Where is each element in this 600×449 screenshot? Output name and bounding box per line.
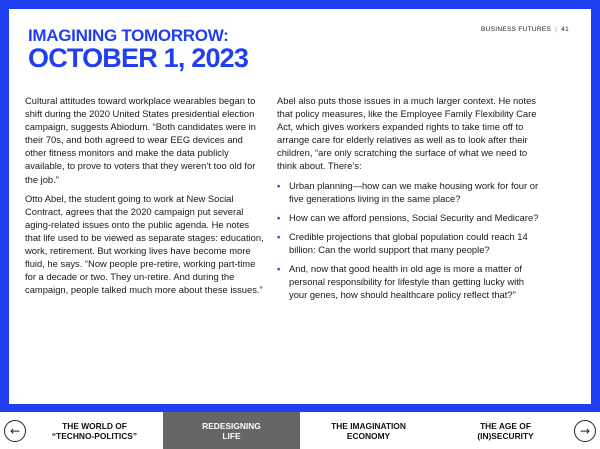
paragraph: Abel also puts those issues in a much larger context. He notes that policy measures, like the Employee Family Flexibility Care Act, which gives workers expanded rights to take time off to arrange care for elderly relatives as well as to look after their children, “are only scratching the surface of what we need to think about. There’s: (277, 95, 537, 172)
header-meta (481, 26, 569, 33)
list-item (277, 262, 539, 301)
bullet-text: How can we afford pensions, Social Security and Medicare? (289, 211, 539, 223)
list-item (277, 211, 539, 224)
nav-item-redesigning-life[interactable]: REDESIGNING LIFE (163, 412, 300, 449)
title-line-2: OCTOBER 1, 2023 (28, 43, 249, 73)
bullet-icon: • (277, 263, 281, 275)
prev-arrow-icon[interactable]: ← (4, 420, 26, 442)
next-arrow-icon[interactable]: → (574, 420, 596, 442)
bullet-text: Urban planning—how can we make housing work for four or five generations living in the same place? (289, 179, 539, 204)
nav-item-techno-politics[interactable]: THE WORLD OF “TECHNO-POLITICS” (51, 420, 138, 441)
title-line-1: IMAGINING TOMORROW: (28, 26, 229, 45)
bullet-icon: • (277, 230, 281, 242)
page-content (9, 9, 591, 404)
list-item (277, 230, 539, 256)
page-number: 41 (561, 26, 569, 33)
bullet-text: Credible projections that global population could reach 14 billion: Can the world support that many people? (289, 230, 528, 255)
nav-item-imagination-economy[interactable]: THE IMAGINATION ECONOMY (331, 420, 406, 441)
section-label: BUSINESS FUTURES (480, 26, 552, 33)
right-column (277, 94, 539, 307)
paragraph: Cultural attitudes toward workplace wearables began to shift during the 2020 United States presidential election campaign, suggests Abiodum. “Both candidates were in their 70s, and both agreed to wear EEG devices and other fitness monitors and make the data publicly available, to prove to voters that they weren’t too old for the job.” (25, 95, 256, 185)
left-column (25, 94, 265, 302)
nav-tabs (26, 412, 574, 449)
paragraph: Otto Abel, the student going to work at New Social Contract, agrees that the 2020 campaign put several aging-related issues onto the public agenda. He notes that life used to be viewed as separate stages: education, work, retirement. But working lives have become more fluid, he says. “Now people pre-retire, working part-time for a decade or two. They un-retire. And during the campaign, people talked much more about these issues.” (25, 192, 264, 296)
nav-item-age-of-insecurity[interactable]: THE AGE OF (IN)SECURITY (477, 420, 534, 441)
bullet-icon: • (277, 211, 281, 223)
header-separator: | (555, 26, 558, 33)
bullet-list (277, 179, 539, 302)
page-title (28, 27, 248, 72)
footer-nav (0, 412, 600, 449)
list-item (277, 179, 539, 205)
bullet-text: And, now that good health in old age is more a matter of personal responsibility for lifestyle than getting lucky with your genes, how should healthcare policy reflect that?” (289, 263, 525, 301)
bullet-icon: • (277, 179, 281, 191)
